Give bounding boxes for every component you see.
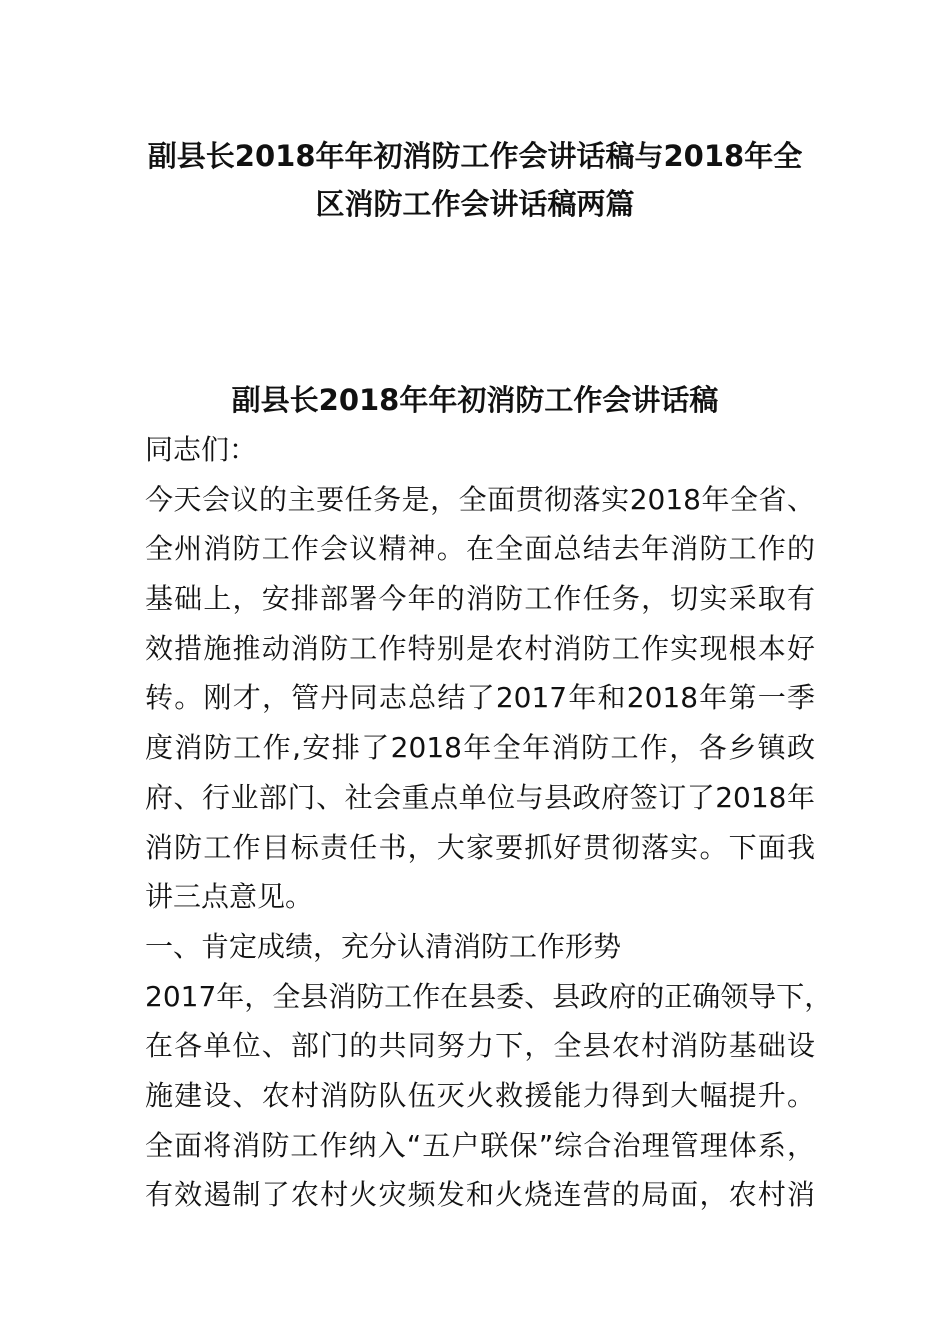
body-line: 全面将消防工作纳入“五户联保”综合治理管理体系， [145, 1128, 815, 1162]
body-line: 讲三点意见。 [145, 880, 314, 914]
body-line: 有效遏制了农村火灾频发和火烧连营的局面，农村消 [145, 1178, 815, 1212]
body-line: 度消防工作,安排了2018年全年消防工作，各乡镇政 [145, 731, 815, 765]
body-line: 全州消防工作会议精神。在全面总结去年消防工作的 [145, 532, 815, 566]
body-line: 府、行业部门、社会重点单位与县政府签订了2018年 [145, 780, 815, 814]
section-title: 副县长2018年年初消防工作会讲话稿 [231, 383, 719, 417]
document-title [100, 132, 850, 228]
document-title-line: 副县长2018年年初消防工作会讲话稿与2018年全 [147, 139, 803, 173]
section-heading: 一、肯定成绩，充分认清消防工作形势 [145, 929, 622, 963]
body-line: 今天会议的主要任务是，全面贯彻落实2018年全省、 [145, 482, 815, 516]
body-line: 在各单位、部门的共同努力下，全县农村消防基础设 [145, 1029, 815, 1063]
body-line: 效措施推动消防工作特别是农村消防工作实现根本好 [145, 631, 815, 665]
document-title-line: 区消防工作会讲话稿两篇 [315, 187, 635, 221]
document-body [145, 425, 833, 1220]
body-line: 转。刚才，管丹同志总结了2017年和2018年第一季 [145, 681, 815, 715]
body-line: 施建设、农村消防队伍灭火救援能力得到大幅提升。 [145, 1078, 815, 1112]
salutation: 同志们： [145, 433, 258, 466]
body-line: 2017年，全县消防工作在县委、县政府的正确领导下， [145, 979, 833, 1013]
body-line: 消防工作目标责任书，大家要抓好贯彻落实。下面我 [145, 830, 815, 864]
body-line: 基础上，安排部署今年的消防工作任务，切实采取有 [145, 582, 815, 616]
